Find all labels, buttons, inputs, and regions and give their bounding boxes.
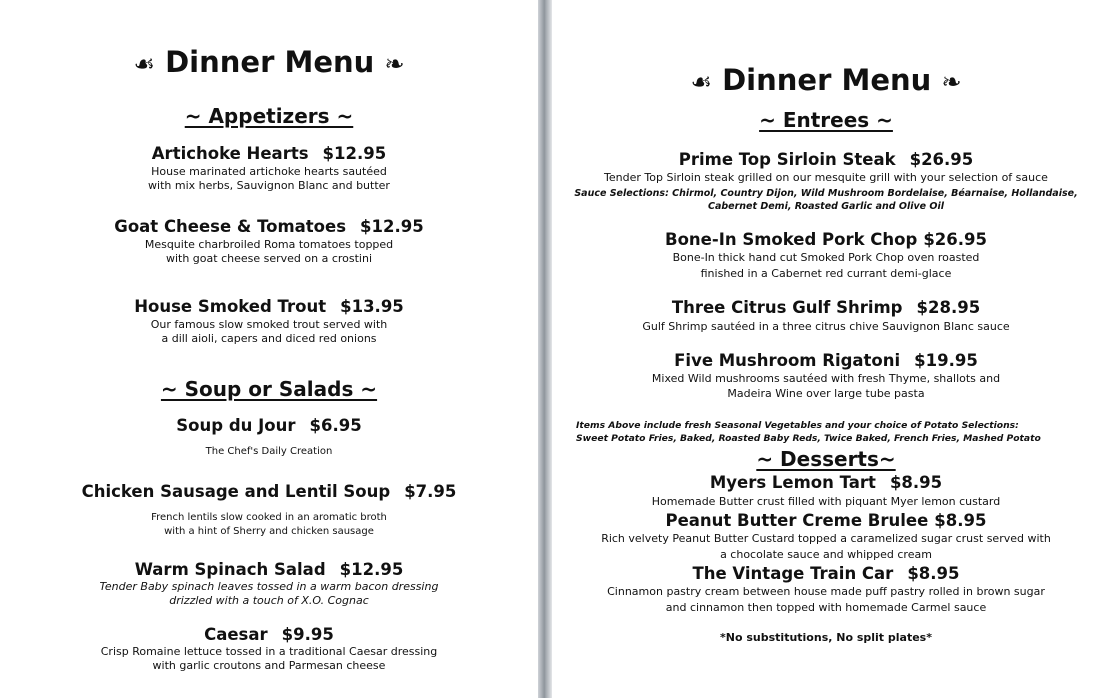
menu-item-desc: with a hint of Sherry and chicken sausage [164, 526, 374, 537]
menu-item-name: Artichoke Hearts $12.95 [151, 144, 387, 163]
menu-item-name: Warm Spinach Salad $12.95 [134, 560, 404, 579]
menu-item-desc: Our famous slow smoked trout served with [150, 318, 388, 331]
menu-item-desc: Gulf Shrimp sautéed in a three citrus chive Sauvignon Blanc sauce [642, 320, 1010, 333]
fleuron-left-icon: ☙ [690, 68, 712, 96]
appetizers-heading: ~ Appetizers ~ [184, 104, 354, 128]
sides-note: Sweet Potato Fries, Baked, Roasted Baby Reds, Twice Baked, French Fries, Mashed Potato [576, 433, 1041, 444]
fleuron-right-icon: ❧ [941, 68, 962, 96]
menu-item-name: Caesar $9.95 [204, 625, 334, 644]
left-title [0, 45, 538, 81]
fleuron-left-icon: ☙ [133, 50, 155, 78]
menu-item-desc: Homemade Butter crust filled with piquant Myer lemon custard [651, 495, 1001, 508]
menu-item-desc: a chocolate sauce and whipped cream [720, 548, 932, 561]
right-menu-page [552, 0, 1100, 698]
left-title-text: Dinner Menu [165, 45, 375, 79]
left-menu-page [0, 0, 538, 698]
sauce-note: Sauce Selections: Chirmol, Country Dijon, Wild Mushroom Bordelaise, Béarnaise, Hollandaise, [574, 188, 1078, 199]
menu-item-desc: Madeira Wine over large tube pasta [727, 387, 925, 400]
menu-item-desc: with mix herbs, Sauvignon Blanc and butter [148, 179, 390, 192]
menu-item-name: Three Citrus Gulf Shrimp $28.95 [671, 298, 981, 317]
menu-item-name: Chicken Sausage and Lentil Soup $7.95 [81, 482, 457, 501]
right-title-text: Dinner Menu [722, 63, 932, 97]
menu-item-desc: Crisp Romaine lettuce tossed in a traditional Caesar dressing [100, 645, 438, 658]
menu-item-desc: a dill aioli, capers and diced red onions [161, 332, 377, 345]
menu-item-desc: finished in a Cabernet red currant demi-glace [700, 267, 952, 280]
right-title [552, 63, 1100, 99]
menu-item-name: Five Mushroom Rigatoni $19.95 [674, 351, 978, 370]
menu-item-name: Bone-In Smoked Pork Chop $26.95 [665, 230, 987, 249]
menu-item-desc: and cinnamon then topped with homemade Carmel sauce [665, 601, 987, 614]
menu-item-name: Goat Cheese & Tomatoes $12.95 [114, 217, 424, 236]
menu-item-desc: drizzled with a touch of X.O. Cognac [169, 594, 369, 607]
desserts-heading: ~ Desserts~ [756, 447, 896, 471]
menu-item-name: Peanut Butter Creme Brulee $8.95 [665, 511, 987, 530]
menu-item-name: The Vintage Train Car $8.95 [692, 564, 960, 583]
sauce-note: Cabernet Demi, Roasted Garlic and Olive Oil [707, 201, 945, 212]
menu-item-name: Myers Lemon Tart $8.95 [709, 473, 943, 492]
no-substitutions-note: *No substitutions, No split plates* [720, 631, 932, 644]
fleuron-right-icon: ❧ [384, 50, 405, 78]
menu-item-desc: Tender Baby spinach leaves tossed in a warm bacon dressing [99, 580, 439, 593]
menu-item-name: Prime Top Sirloin Steak $26.95 [678, 150, 974, 169]
menu-item-desc: with goat cheese served on a crostini [165, 252, 373, 265]
menu-item-desc: Cinnamon pastry cream between house made puff pastry rolled in brown sugar [607, 585, 1045, 598]
menu-item-desc: Mixed Wild mushrooms sautéed with fresh Thyme, shallots and [651, 372, 1001, 385]
menu-item-desc: House marinated artichoke hearts sautéed [151, 165, 387, 178]
page-divider [538, 0, 552, 698]
soups-heading: ~ Soup or Salads ~ [160, 377, 378, 401]
menu-item-name: Soup du Jour $6.95 [176, 416, 362, 435]
menu-item-desc: The Chef's Daily Creation [205, 446, 333, 457]
entrees-heading: ~ Entrees ~ [759, 108, 893, 132]
menu-item-desc: French lentils slow cooked in an aromatic broth [151, 512, 387, 523]
menu-item-name: House Smoked Trout $13.95 [134, 297, 404, 316]
sides-note: Items Above include fresh Seasonal Vegetables and your choice of Potato Selections: [576, 420, 1019, 431]
menu-item-desc: Tender Top Sirloin steak grilled on our mesquite grill with your selection of sauce [604, 171, 1048, 184]
menu-item-desc: Rich velvety Peanut Butter Custard topped a caramelized sugar crust served with [601, 532, 1051, 545]
menu-item-desc: Mesquite charbroiled Roma tomatoes topped [144, 238, 394, 251]
menu-item-desc: Bone-In thick hand cut Smoked Pork Chop oven roasted [672, 251, 980, 264]
menu-item-desc: with garlic croutons and Parmesan cheese [152, 659, 386, 672]
